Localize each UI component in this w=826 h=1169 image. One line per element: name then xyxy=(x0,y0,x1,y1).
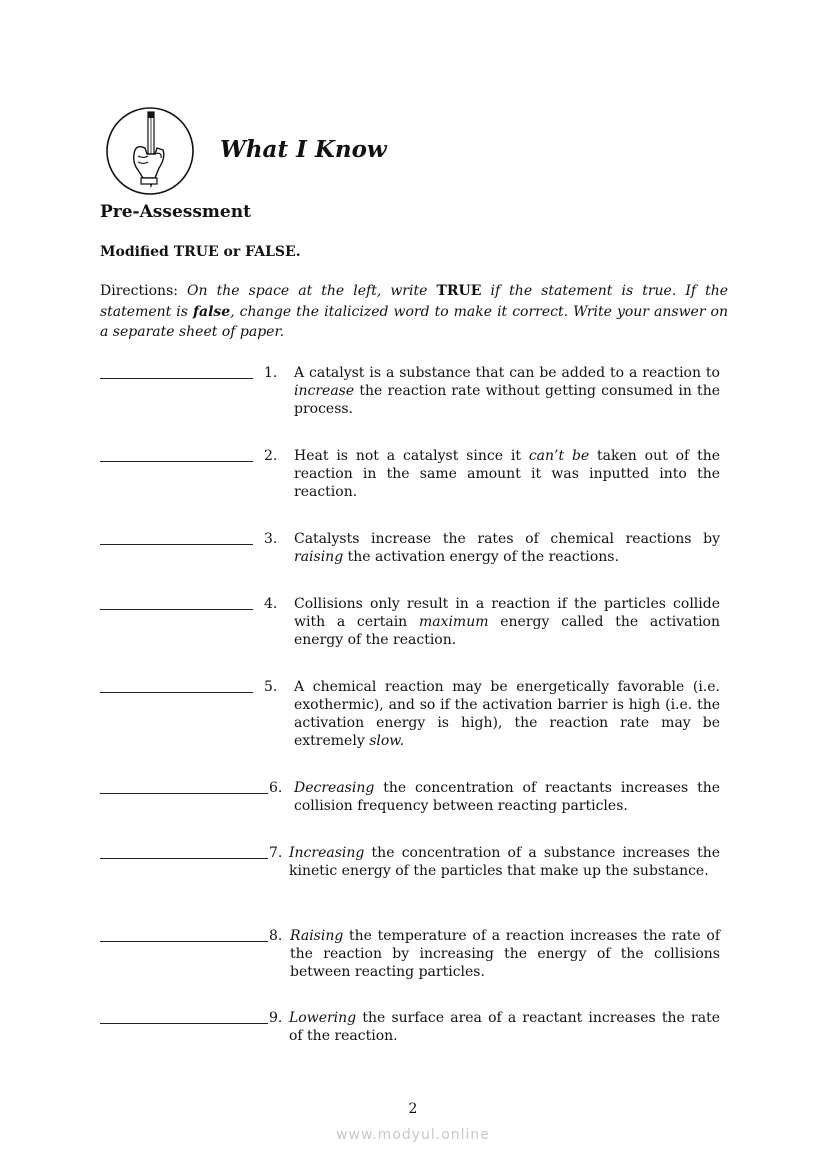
question-text: Decreasing the concentration of reactants increases the collision frequency between reacting particles. xyxy=(294,780,720,814)
question-item xyxy=(100,530,720,568)
question-number: 2. xyxy=(264,448,278,464)
question-number: 3. xyxy=(264,531,278,547)
section-subtitle: Pre-Assessment xyxy=(100,202,251,222)
question-text: Catalysts increase the rates of chemical reactions by raising the activation energy of the reactions. xyxy=(294,531,720,565)
question-item xyxy=(100,844,720,900)
directions-true-word: TRUE xyxy=(436,283,482,299)
answer-blank[interactable] xyxy=(100,1009,268,1024)
question-text: Collisions only result in a reaction if the particles collide with a certain maximum energy called the activation energy of the reaction. xyxy=(294,596,720,648)
question-item xyxy=(100,678,720,752)
answer-blank[interactable] xyxy=(100,779,268,794)
answer-blank[interactable] xyxy=(100,678,253,693)
question-item xyxy=(100,779,720,817)
question-item xyxy=(100,927,720,983)
question-number: 7. xyxy=(269,845,283,861)
question-text: A catalyst is a substance that can be added to a reaction to increase the reaction rate without getting consumed in the process. xyxy=(294,365,720,417)
section-heading: Modified TRUE or FALSE. xyxy=(100,244,301,260)
question-item xyxy=(100,364,720,420)
answer-blank[interactable] xyxy=(100,595,253,610)
page-number: 2 xyxy=(408,1101,418,1117)
directions-part3: , change the italicized word to make it correct. Write your answer on a separate sheet of paper. xyxy=(100,303,728,340)
question-number: 4. xyxy=(264,596,278,612)
question-item xyxy=(100,595,720,651)
answer-blank[interactable] xyxy=(100,844,268,859)
question-number: 6. xyxy=(269,780,283,796)
directions-part1: On the space at the left, write xyxy=(187,283,428,299)
directions xyxy=(100,281,728,343)
answer-blank[interactable] xyxy=(100,530,253,545)
question-number: 9. xyxy=(269,1010,283,1026)
question-text: Lowering the surface area of a reactant increases the rate of the reaction. xyxy=(289,1010,720,1044)
question-number: 1. xyxy=(264,365,278,381)
question-text: Raising the temperature of a reaction increases the rate of the reaction by increasing the energy of the collisions between reacting particles. xyxy=(290,928,720,980)
question-text: A chemical reaction may be energetically favorable (i.e. exothermic), and so if the activation barrier is high (i.e. the activation energy is high), the reaction rate may be extremely slow. xyxy=(294,679,720,749)
page-title: What I Know xyxy=(220,136,387,163)
watermark: www.modyul.online xyxy=(336,1127,490,1143)
question-item xyxy=(100,447,720,503)
question-number: 5. xyxy=(264,679,278,695)
question-text: Heat is not a catalyst since it can’t be taken out of the reaction in the same amount it was inputted into the reaction. xyxy=(294,448,720,500)
answer-blank[interactable] xyxy=(100,927,268,942)
answer-blank[interactable] xyxy=(100,364,253,379)
directions-part2: if the statement is true. If the statement is xyxy=(100,283,729,320)
hand-holding-pencil-icon xyxy=(105,106,195,196)
directions-label: Directions: xyxy=(100,283,178,299)
question-item xyxy=(100,1009,720,1047)
question-text: Increasing the concentration of a substance increases the kinetic energy of the particles that make up the substance. xyxy=(289,845,720,879)
directions-false-word: false xyxy=(193,303,231,320)
answer-blank[interactable] xyxy=(100,447,253,462)
question-number: 8. xyxy=(269,928,283,944)
